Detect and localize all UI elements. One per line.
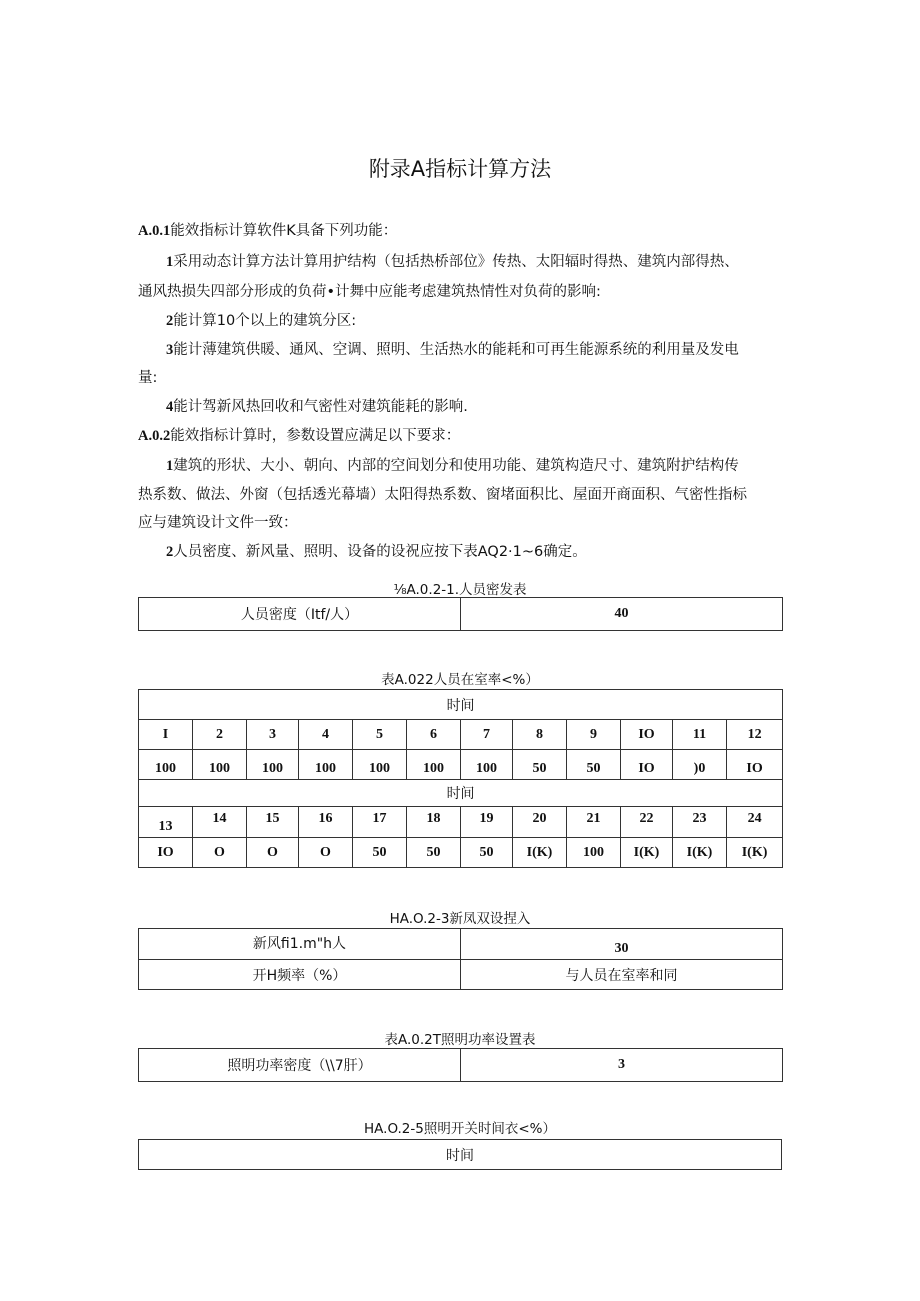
hour-cell: 20 xyxy=(513,807,567,838)
a01-item-3-line-2: 量: xyxy=(138,370,158,386)
a01-item-1-line-1 xyxy=(166,252,739,272)
section-a02-heading xyxy=(138,426,460,446)
value-cell: 50 xyxy=(461,838,513,868)
table4 xyxy=(138,1048,783,1082)
time-header: 时间 xyxy=(139,1140,782,1170)
value-cell: 50 xyxy=(513,750,567,780)
hour-cell: IO xyxy=(621,720,673,750)
hour-cell: 7 xyxy=(461,720,513,750)
table1 xyxy=(138,597,783,631)
value-cell: 50 xyxy=(353,838,407,868)
hour-cell: 11 xyxy=(673,720,727,750)
hours-row-1 xyxy=(139,720,783,750)
value-cell: 50 xyxy=(407,838,461,868)
value-cell: IO xyxy=(727,750,783,780)
table2 xyxy=(138,689,783,868)
table5 xyxy=(138,1139,782,1170)
value-cell: )0 xyxy=(673,750,727,780)
hour-cell: 16 xyxy=(299,807,353,838)
hour-cell: 19 xyxy=(461,807,513,838)
section-number: A.0.2 xyxy=(138,428,171,444)
a02-item-1-line-1 xyxy=(166,456,739,476)
value-cell: O xyxy=(299,838,353,868)
value-cell: 100 xyxy=(407,750,461,780)
value-cell: 100 xyxy=(247,750,299,780)
value-cell: 100 xyxy=(567,838,621,868)
item-text: 能计薄建筑供暖、通风、空调、照明、生活热水的能耗和可再生能源系统的利用量及发电 xyxy=(173,342,739,358)
item-text: 建筑的形状、大小、朝向、内部的空间划分和使用功能、建筑构造尺寸、建筑附护结构传 xyxy=(173,458,739,474)
value-cell: 100 xyxy=(461,750,513,780)
value-cell: 50 xyxy=(567,750,621,780)
value-cell: O xyxy=(247,838,299,868)
item-number: 2 xyxy=(166,544,174,560)
table4-caption: 表A.0.2T照明功率设置表 xyxy=(384,1032,536,1048)
value-cell: I(K) xyxy=(513,838,567,868)
value-cell: 100 xyxy=(353,750,407,780)
table5-caption: HA.O.2-5照明开关时间衣<%） xyxy=(364,1121,556,1137)
value-cell: IO xyxy=(139,838,193,868)
section-a01-heading xyxy=(138,221,397,241)
table3-caption: HA.O.2-3新凤双设捏入 xyxy=(389,911,531,927)
a02-item-1-line-2: 热系数、做法、外窗（包括透光幕墙）太阳得热系数、窗堵面积比、屋面开商面积、气密性指标 xyxy=(138,487,747,503)
item-number: 2 xyxy=(166,313,174,329)
hour-cell: 6 xyxy=(407,720,461,750)
hour-cell: 12 xyxy=(727,720,783,750)
a01-item-1-line-2: 通风热损失四部分形成的负荷•计舞中应能考虑建筑热情性对负荷的影响: xyxy=(138,284,601,300)
item-text: 人员密度、新风量、照明、设备的设祝应按下表AQ2·1~6确定。 xyxy=(173,544,587,560)
value-cell: 100 xyxy=(193,750,247,780)
hour-cell: 5 xyxy=(353,720,407,750)
table3-row1-value: 30 xyxy=(461,929,783,960)
a02-item-2 xyxy=(166,542,587,562)
item-text: 采用动态计算方法计算用护结构（包括热桥部位》传热、太阳辐时得热、建筑内部得热、 xyxy=(173,254,739,270)
table3-row2-value: 与人员在室率和同 xyxy=(461,960,783,990)
hour-cell: 22 xyxy=(621,807,673,838)
table1-label: 人员密度（Itf/人） xyxy=(139,598,461,631)
hour-cell: 17 xyxy=(353,807,407,838)
time-header: 时间 xyxy=(139,690,783,720)
hour-cell: 15 xyxy=(247,807,299,838)
hour-cell: 23 xyxy=(673,807,727,838)
table3-row1-label: 新风fi1.m"h人 xyxy=(139,929,461,960)
hour-cell: 9 xyxy=(567,720,621,750)
item-number: 4 xyxy=(166,399,174,415)
hours-row-2 xyxy=(139,807,783,838)
hour-cell: 18 xyxy=(407,807,461,838)
section-heading-text: 能效指标计算时，参数设置应满足以下要求： xyxy=(170,428,461,444)
value-cell: IO xyxy=(621,750,673,780)
table3-row2-label: 开H频率（%） xyxy=(139,960,461,990)
section-number: A.0.1 xyxy=(138,223,171,239)
item-text: 能计算10个以上的建筑分区: xyxy=(173,313,357,329)
hour-cell: 13 xyxy=(139,807,193,838)
section-heading-text: 能效指标计算软件K具备下列功能： xyxy=(170,223,398,239)
value-cell: 100 xyxy=(299,750,353,780)
page-title: 附录A指标计算方法 xyxy=(368,157,552,181)
a01-item-3-line-1 xyxy=(166,340,739,360)
value-cell: I(K) xyxy=(621,838,673,868)
a02-item-1-line-3: 应与建筑设计文件一致： xyxy=(138,515,298,531)
value-cell: I(K) xyxy=(673,838,727,868)
a01-item-4 xyxy=(166,397,468,417)
value-cell: O xyxy=(193,838,247,868)
value-cell: I(K) xyxy=(727,838,783,868)
item-number: 1 xyxy=(166,458,174,474)
hour-cell: 2 xyxy=(193,720,247,750)
values-row-1 xyxy=(139,750,783,780)
item-text: 能计驾新风热回收和气密性对建筑能耗的影响. xyxy=(173,399,468,415)
values-row-2 xyxy=(139,838,783,868)
hour-cell: I xyxy=(139,720,193,750)
hour-cell: 24 xyxy=(727,807,783,838)
table4-label: 照明功率密度（\\7肝） xyxy=(139,1049,461,1082)
table1-value: 40 xyxy=(461,598,783,631)
item-number: 3 xyxy=(166,342,174,358)
hour-cell: 8 xyxy=(513,720,567,750)
a01-item-2 xyxy=(166,311,356,331)
hour-cell: 21 xyxy=(567,807,621,838)
table1-caption: ⅛A.0.2-1.人员密发表 xyxy=(393,582,527,598)
time-header: 时间 xyxy=(139,780,783,807)
table2-caption: 表A.022人员在室率<%） xyxy=(381,672,539,688)
item-number: 1 xyxy=(166,254,174,270)
hour-cell: 14 xyxy=(193,807,247,838)
value-cell: 100 xyxy=(139,750,193,780)
hour-cell: 3 xyxy=(247,720,299,750)
table3 xyxy=(138,928,783,990)
table4-value: 3 xyxy=(461,1049,783,1082)
hour-cell: 4 xyxy=(299,720,353,750)
